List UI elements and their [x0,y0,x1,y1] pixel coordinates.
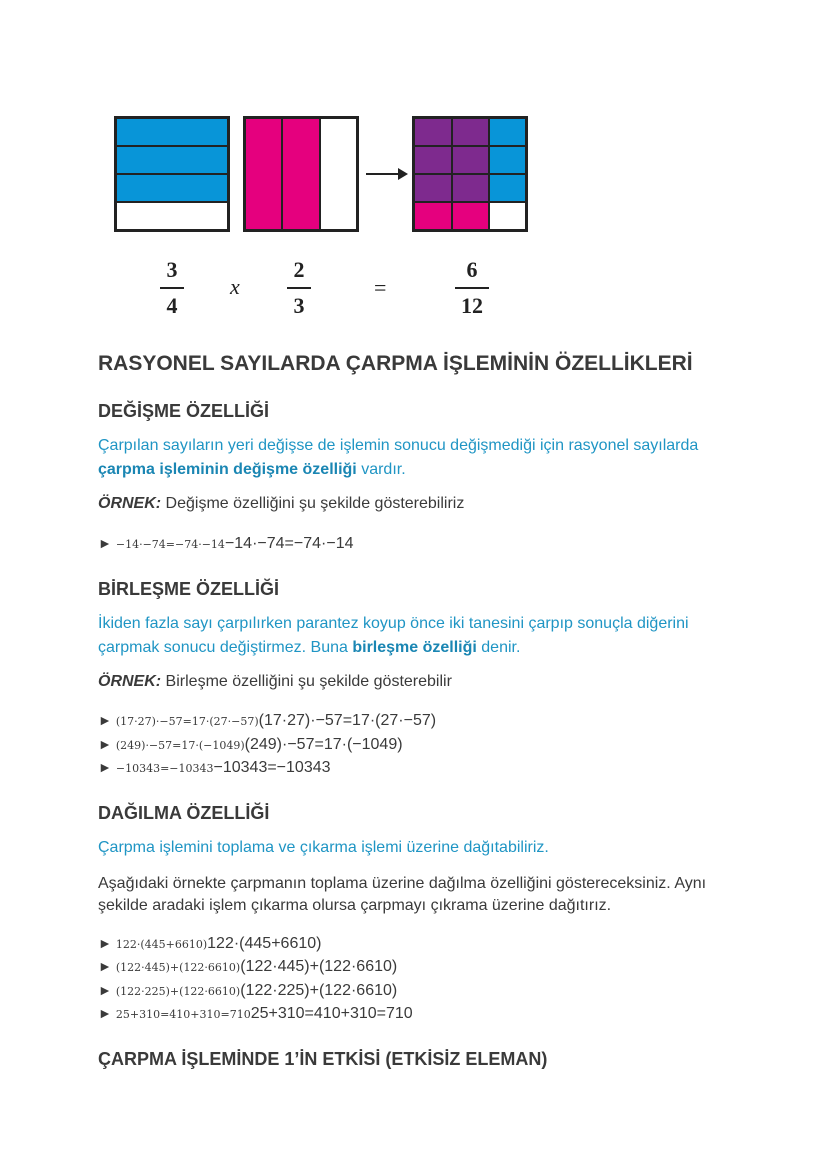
grid-cell-purple [414,118,452,146]
grid-cell-purple [452,174,489,202]
denominator: 3 [293,292,305,318]
example-text: Değişme özelliğini şu şekilde gösterebiliriz [161,495,465,512]
formula-small: (122·445)+(122·6610) [115,961,241,974]
multiply-sign: x [230,274,240,299]
formula-main: (122·225)+(122·6610) [240,982,398,999]
formula-main: (249)·−57=17·(−1049) [244,736,403,753]
numerator: 6 [466,257,478,282]
column-cell-shaded [282,118,320,230]
row-cell-shaded [116,146,228,174]
example-line [98,495,464,513]
grid-cell-blue [489,146,526,174]
formula-small: (17·27)·−57=17·(27·−57) [115,715,259,728]
formula-small: −14·−74=−74·−14 [115,538,225,551]
example-line [98,673,452,691]
example-label: ÖRNEK: [98,495,162,512]
row-cell-shaded [116,118,228,146]
formula-line [98,1005,413,1023]
grid-cell-purple [452,118,489,146]
grid-cell-blue [489,118,526,146]
triangle-bullet-icon: ► [98,736,112,752]
description-text: İkiden fazla sayı çarpılırken parantez koyup önce iki tanesini çarpıp sonuçla diğerini çarpmak sonucu değiştirmez. Buna [98,615,689,656]
triangle-bullet-icon: ► [98,958,112,974]
row-cell-empty [116,202,228,230]
formula-main: −10343=−10343 [213,759,331,776]
fraction-box-two-thirds [243,116,359,232]
page-title: RASYONEL SAYILARDA ÇARPMA İŞLEMİNİN ÖZELLİKLERİ [98,352,693,375]
section-description: Çarpma işlemini toplama ve çıkarma işlemi üzerine dağıtabiliriz. [98,839,549,856]
description-text-end: vardır. [356,461,406,478]
formula-line [98,736,403,754]
formula-line [98,935,321,953]
example-text: Birleşme özelliğini şu şekilde gösterebilir [161,673,452,690]
description-bold: çarpma işleminin değişme özelliği [98,461,357,478]
description-text-end: denir. [476,639,521,656]
section-paragraph: Aşağıdaki örnekte çarpmanın toplama üzerine dağılma özelliğini göstereceksiniz. Aynı şekilde aradaki işlem çıkarma olursa çarpmayı çıkrama üzerine dağıtırız. [98,875,707,914]
formula-main: 25+310=410+310=710 [250,1005,413,1022]
formula-small: −10343=−10343 [115,762,214,775]
section-description [98,612,738,660]
fraction-multiplication-figure [112,114,532,319]
example-label: ÖRNEK: [98,673,162,690]
grid-cell-pink [414,202,452,230]
grid-cell-pink [452,202,489,230]
formula-line [98,712,436,730]
fraction-three-quarters [157,258,187,318]
grid-cell-purple [414,174,452,202]
fraction-bar [160,287,184,289]
grid-cell-blue [489,174,526,202]
formula-main: (122·445)+(122·6610) [240,958,398,975]
formula-line [98,535,354,553]
fraction-bar [455,287,489,289]
description-bold: birleşme özelliği [352,639,477,656]
triangle-bullet-icon: ► [98,712,112,728]
formula-main: (17·27)·−57=17·(27·−57) [258,712,437,729]
column-cell-empty [320,118,357,230]
triangle-bullet-icon: ► [98,1005,112,1021]
fraction-six-twelfths [454,258,490,318]
formula-small: (249)·−57=17·(−1049) [115,739,245,752]
triangle-bullet-icon: ► [98,535,112,551]
formula-line [98,982,397,1000]
description-text: Çarpılan sayıların yeri değişse de işlemin sonucu değişmediği için rasyonel sayılarda [98,437,699,454]
section-description [98,434,738,482]
denominator: 12 [461,292,483,318]
denominator: 4 [166,292,178,318]
section-heading-identity: ÇARPMA İŞLEMİNDE 1’İN ETKİSİ (ETKİSİZ ELEMAN) [98,1049,548,1069]
triangle-bullet-icon: ► [98,935,112,951]
fraction-bar [287,287,311,289]
triangle-bullet-icon: ► [98,982,112,998]
numerator: 3 [166,257,178,282]
fraction-box-three-quarters [114,116,230,232]
section-heading-distributive: DAĞILMA ÖZELLİĞİ [98,803,270,823]
section-heading-associative: BİRLEŞME ÖZELLİĞİ [98,579,280,599]
grid-cell-purple [452,146,489,174]
numerator: 2 [293,257,305,282]
formula-small: (122·225)+(122·6610) [115,985,241,998]
formula-main: −14·−74=−74·−14 [224,535,354,552]
formula-small: 25+310=410+310=710 [115,1008,251,1021]
fraction-two-thirds [284,258,314,318]
triangle-bullet-icon: ► [98,759,112,775]
column-cell-shaded [245,118,282,230]
formula-line [98,958,397,976]
row-cell-shaded [116,174,228,202]
grid-cell-purple [414,146,452,174]
product-grid-box [412,116,528,232]
formula-main: 122·(445+6610) [207,935,322,952]
formula-line [98,759,331,777]
section-heading-commutative: DEĞİŞME ÖZELLİĞİ [98,401,270,421]
grid-cell-empty [489,202,526,230]
equals-sign: = [374,275,387,300]
arrow-right-icon [366,166,410,182]
formula-small: 122·(445+6610) [115,938,208,951]
